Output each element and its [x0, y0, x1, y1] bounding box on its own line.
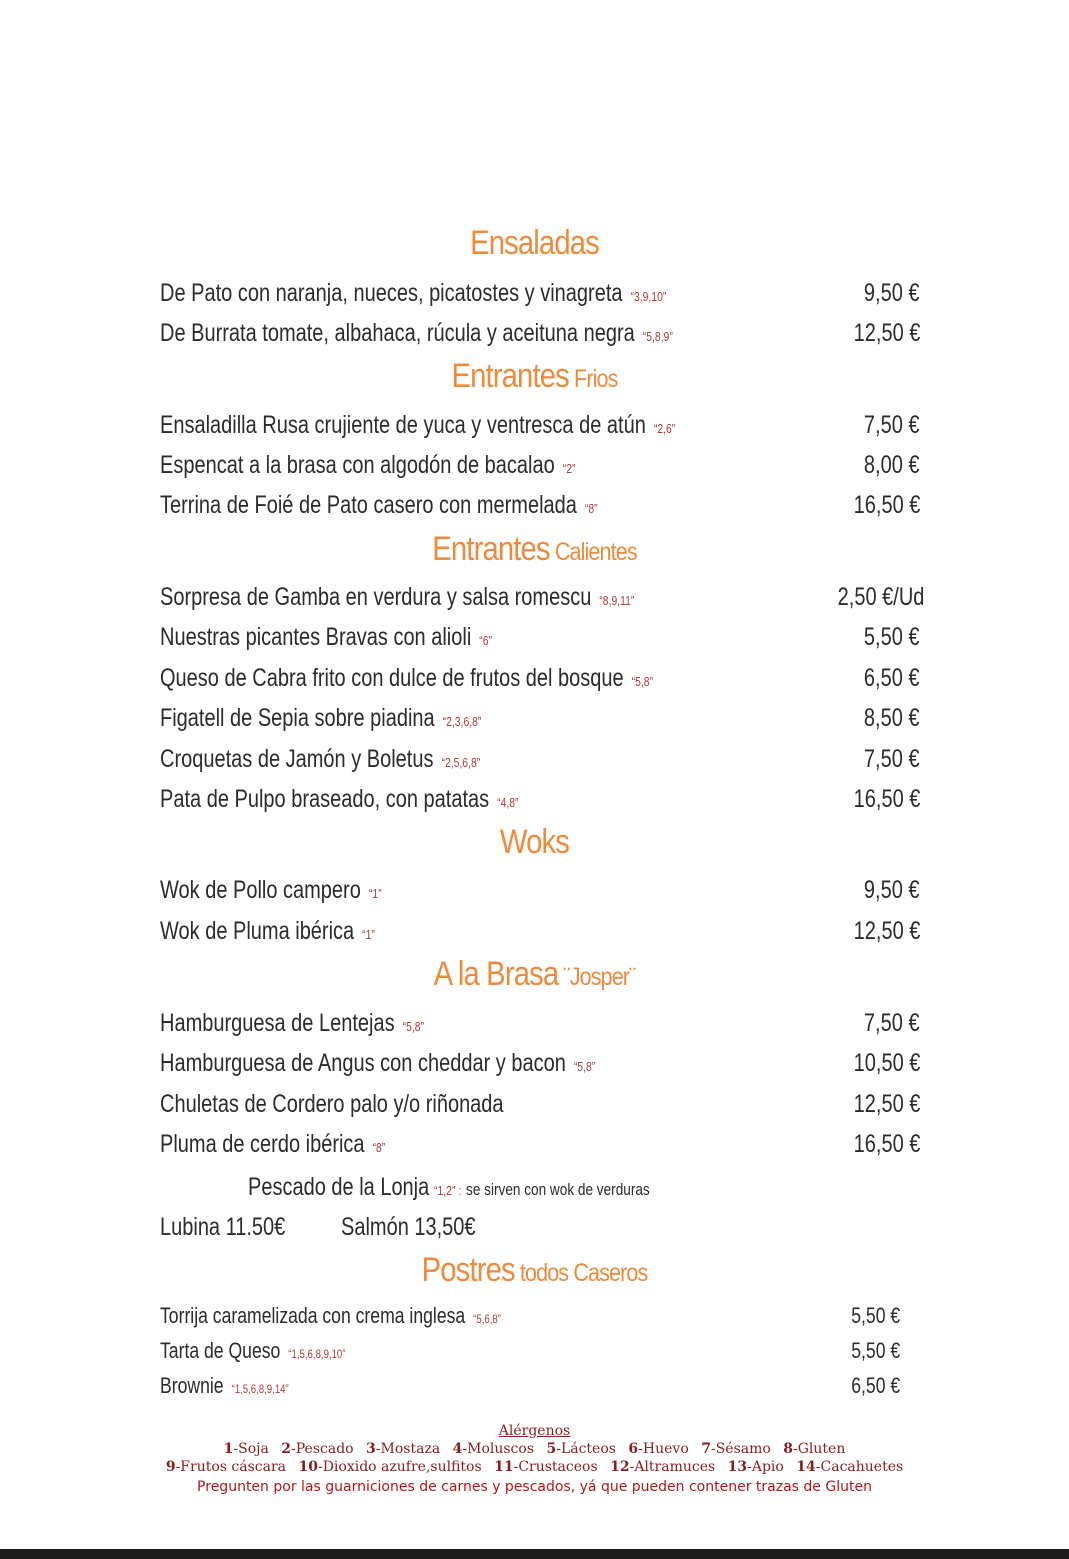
item-price: 9,50 €	[864, 279, 920, 307]
bottom-bar	[0, 1549, 1069, 1559]
item-price: 12,50 €	[853, 319, 920, 347]
section-title-entrantes-frios: Entrantes Frios	[451, 357, 618, 395]
item-price: 5,50 €	[864, 623, 920, 651]
allergens-legend	[0, 1422, 1069, 1497]
pescado-lonja-line: Pescado de la Lonja “1,2” : se sirven con wok de verduras	[248, 1173, 650, 1201]
menu-item: Chuletas de Cordero palo y/o riñonada 12,50 €	[160, 1086, 920, 1122]
menu-item: Pata de Pulpo braseado, con patatas “4,8” 16,50 €	[160, 781, 920, 817]
menu-item: Espencat a la brasa con algodón de bacalao “2” 8,00 €	[160, 447, 920, 483]
menu-item: Brownie “1,5,6,8,9,14” 6,50 €	[160, 1368, 900, 1404]
section-title-postres: Postres todos Caseros	[421, 1251, 648, 1289]
menu-item: Croquetas de Jamón y Boletus “2,5,6,8” 7,50 €	[160, 741, 920, 777]
section-title-entrantes-calientes: Entrantes Calientes	[432, 530, 637, 568]
item-price: 8,00 €	[864, 451, 920, 479]
section-title-ensaladas: Ensaladas	[470, 224, 599, 262]
item-price: 7,50 €	[864, 745, 920, 773]
item-price: 16,50 €	[853, 491, 920, 519]
fish-lubina: Lubina 11.50€	[160, 1213, 286, 1241]
item-price: 16,50 €	[853, 1130, 920, 1158]
menu-item: Hamburguesa de Angus con cheddar y bacon “5,8” 10,50 €	[160, 1045, 920, 1081]
item-price: 7,50 €	[864, 1009, 920, 1037]
menu-item: Wok de Pluma ibérica “1” 12,50 €	[160, 913, 920, 949]
menu-item: Tarta de Queso “1,5,6,8,9,10” 5,50 €	[160, 1333, 900, 1369]
item-price: 10,50 €	[853, 1049, 920, 1077]
menu-item: Nuestras picantes Bravas con alioli “6” 5,50 €	[160, 619, 920, 655]
menu-item: Terrina de Foié de Pato casero con mermelada “8” 16,50 €	[160, 487, 920, 523]
allergens-line-2: 9-Frutos cáscara 10-Dioxido azufre,sulfitos 11-Crustaceos 12-Altramuces 13-Apio 14-Cacahuetes	[165, 1459, 904, 1475]
menu-item: De Burrata tomate, albahaca, rúcula y aceituna negra “5,8,9” 12,50 €	[160, 315, 920, 351]
item-price: 6,50 €	[864, 664, 920, 692]
allergens-title: Alérgenos	[498, 1423, 571, 1439]
section-title-woks: Woks	[499, 823, 570, 861]
menu-item: Hamburguesa de Lentejas “5,8” 7,50 €	[160, 1005, 920, 1041]
item-price: 8,50 €	[864, 704, 920, 732]
menu-item: Ensaladilla Rusa crujiente de yuca y ventresca de atún “2,6” 7,50 €	[160, 407, 920, 443]
item-price: 9,50 €	[864, 876, 920, 904]
item-price: 5,50 €	[851, 1338, 900, 1363]
item-price: 16,50 €	[853, 785, 920, 813]
item-price: 12,50 €	[853, 917, 920, 945]
gluten-warning: Pregunten por las guarniciones de carnes y pescados, yá que pueden contener trazas de Gluten	[197, 1479, 872, 1495]
menu-item: Torrija caramelizada con crema inglesa “5,6,8” 5,50 €	[160, 1298, 900, 1334]
item-price: 6,50 €	[851, 1373, 900, 1398]
item-price: 2,50 €/Ud	[837, 583, 924, 611]
section-title-brasa: A la Brasa ¨Josper¨	[433, 955, 636, 993]
item-price: 7,50 €	[864, 411, 920, 439]
menu-item: Pluma de cerdo ibérica “8” 16,50 €	[160, 1126, 920, 1162]
menu-item: Figatell de Sepia sobre piadina “2,3,6,8” 8,50 €	[160, 700, 920, 736]
menu-item: Sorpresa de Gamba en verdura y salsa romescu “8,9,11” 2,50 €/Ud	[160, 579, 920, 615]
fish-salmon: Salmón 13,50€	[341, 1213, 476, 1241]
item-price: 12,50 €	[853, 1090, 920, 1118]
item-price: 5,50 €	[851, 1303, 900, 1328]
menu-item: Queso de Cabra frito con dulce de frutos del bosque “5,8” 6,50 €	[160, 660, 920, 696]
menu-item: Wok de Pollo campero “1” 9,50 €	[160, 872, 920, 908]
allergens-line-1: 1-Soja 2-Pescado 3-Mostaza 4-Moluscos 5-Lácteos 6-Huevo 7-Sésamo 8-Gluten	[223, 1441, 846, 1457]
menu-item: De Pato con naranja, nueces, picatostes y vinagreta “3,9,10” 9,50 €	[160, 275, 920, 311]
